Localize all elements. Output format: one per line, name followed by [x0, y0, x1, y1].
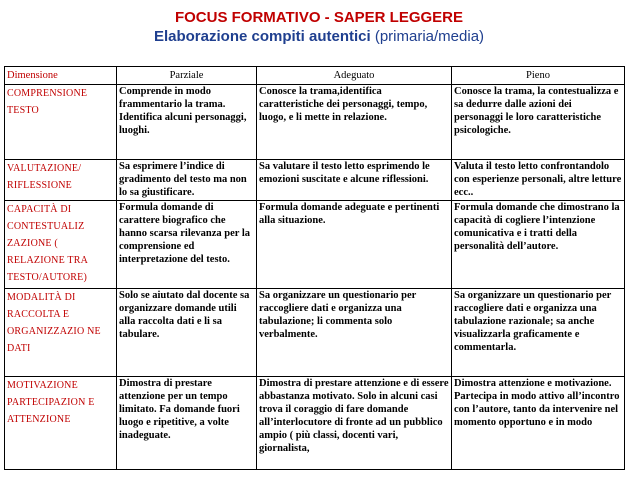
table-row — [5, 160, 625, 201]
adeguato-cell: Formula domande adeguate e pertinenti alla situazione. — [257, 201, 452, 289]
dimension-cell: VALUTAZIONE/ RIFLESSIONE — [5, 160, 117, 201]
dimension-cell: COMPRENSIONE TESTO — [5, 85, 117, 160]
page-subtitle — [0, 27, 638, 47]
table-row — [5, 85, 625, 160]
table-row — [5, 377, 625, 470]
table-row — [5, 201, 625, 289]
header-adeguato: Adeguato — [257, 67, 452, 85]
parziale-cell: Formula domande di carattere biografico che hanno scarsa rilevanza per la comprensione ed interpretazione del testo. — [117, 201, 257, 289]
adeguato-cell: Sa organizzare un questionario per raccogliere dati e organizza una tabulazione; li commenta solo verbalmente. — [257, 289, 452, 377]
header-row — [5, 67, 625, 85]
table-row — [5, 289, 625, 377]
header-dimensione: Dimensione — [5, 67, 117, 85]
subtitle-bold: Elaborazione compiti autentici — [153, 28, 371, 45]
parziale-cell: Solo se aiutato dal docente sa organizzare domande utili alla raccolta dati e li sa tabulare. — [117, 289, 257, 377]
parziale-cell: Dimostra di prestare attenzione per un tempo limitato. Fa domande fuori luogo e ripetitive, a volte inadeguate. — [117, 377, 257, 470]
rubric-table — [4, 66, 625, 470]
parziale-cell: Comprende in modo frammentario la trama. Identifica alcuni personaggi, luoghi. — [117, 85, 257, 160]
adeguato-cell: Sa valutare il testo letto esprimendo le emozioni suscitate e alcune riflessioni. — [257, 160, 452, 201]
page-title: FOCUS FORMATIVO - SAPER LEGGERE — [174, 9, 464, 26]
adeguato-cell: Dimostra di prestare attenzione e di essere abbastanza motivato. Solo in alcuni casi trova il coraggio di fare domande all’interlocutore di fronte ad un pubblico ampio ( più classi, docenti vari, giornalista, — [257, 377, 452, 470]
subtitle-rest: (primaria/media) — [370, 28, 485, 45]
adeguato-cell: Conosce la trama,identifica caratteristiche dei personaggi, tempo, luogo, e li mette in relazione. — [257, 85, 452, 160]
header-pieno: Pieno — [452, 67, 625, 85]
parziale-cell: Sa esprimere l’indice di gradimento del testo ma non lo sa giustificare. — [117, 160, 257, 201]
dimension-cell: CAPACITÀ DI CONTESTUALIZ ZAZIONE ( RELAZIONE TRA TESTO/AUTORE) — [5, 201, 117, 289]
dimension-cell: MOTIVAZIONE PARTECIPAZION E ATTENZIONE — [5, 377, 117, 470]
pieno-cell: Sa organizzare un questionario per raccogliere dati e organizza una tabulazione razionale; sa anche visualizzarla graficamente e commentarla. — [452, 289, 625, 377]
pieno-cell: Dimostra attenzione e motivazione. Partecipa in modo attivo all’incontro con l’autore, tanto da intervenire nel momento opportuno e in modo — [452, 377, 625, 470]
pieno-cell: Formula domande che dimostrano la capacità di cogliere l’intenzione comunicativa e i tratti della personalità dell’autore. — [452, 201, 625, 289]
pieno-cell: Conosce la trama, la contestualizza e sa dedurre dalle azioni dei personaggi le loro caratteristiche psicologiche. — [452, 85, 625, 160]
header-parziale: Parziale — [117, 67, 257, 85]
pieno-cell: Valuta il testo letto confrontandolo con esperienze personali, altre letture ecc.. — [452, 160, 625, 201]
title-block — [0, 8, 638, 47]
dimension-cell: MODALITÀ DI RACCOLTA E ORGANIZZAZIO NE DATI — [5, 289, 117, 377]
